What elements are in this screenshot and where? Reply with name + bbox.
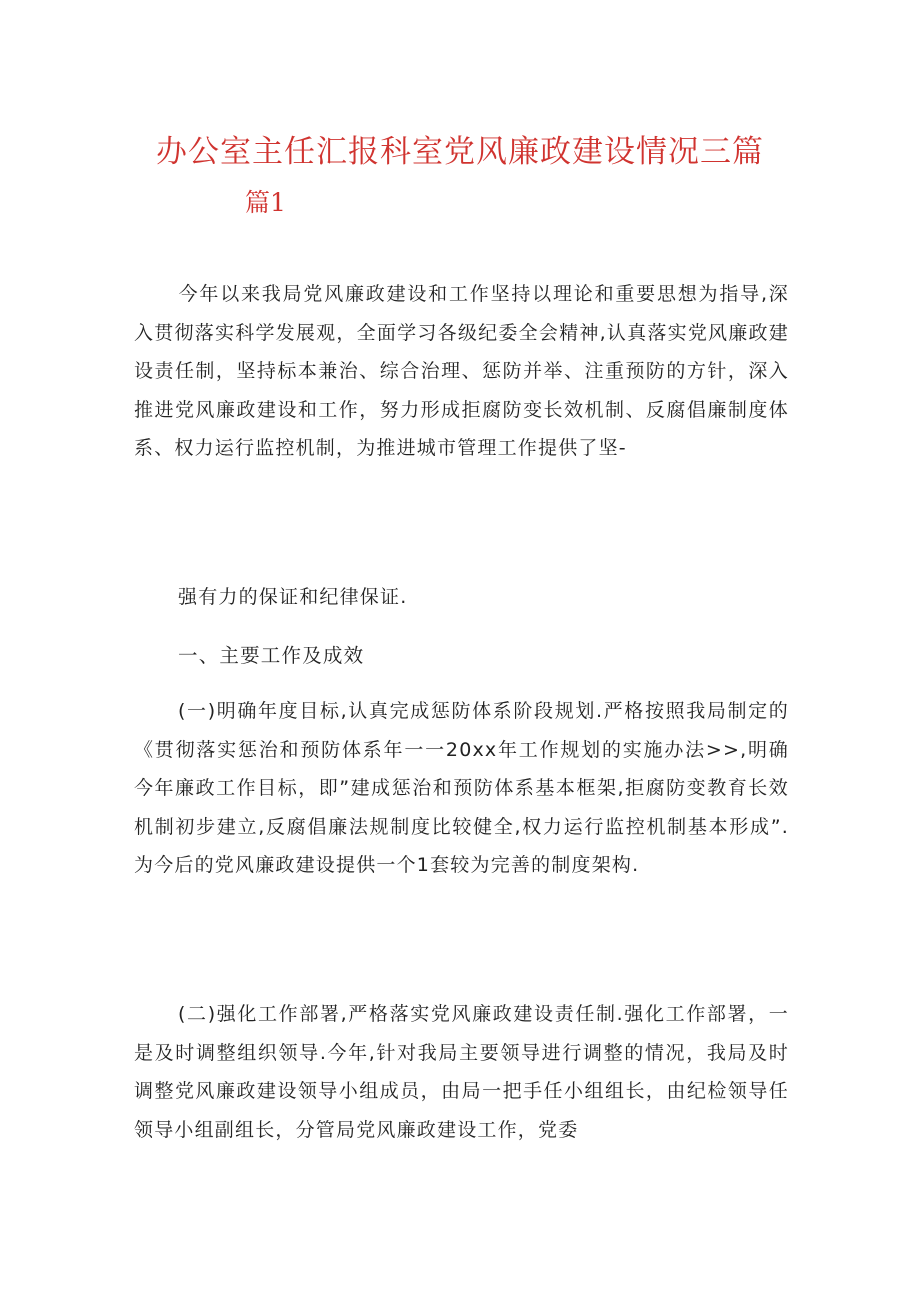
paragraph-intro (134, 275, 789, 468)
paragraph-item-1-text: (一)明确年度目标,认真完成惩防体系阶段规划.严格按照我局制定的《贯彻落实惩治和预防体系年一一20xx年工作规划的实施办法>>,明确今年廉政工作目标，即”建成惩治和预防体系基本框架,拒腐防变教育长效机制初步建立,反腐倡廉法规制度比较健全,权力运行监控机制基本形成”.为今后的党风廉政建设提供一个1套较为完善的制度架构. (134, 700, 789, 876)
document-title: 办公室主任汇报科室党风廉政建设情况三篇 (156, 134, 764, 170)
paragraph-continuation-text: 强有力的保证和纪律保证. (178, 586, 408, 608)
paragraph-continuation (134, 578, 789, 617)
heading-main-work: 一、主要工作及成效 (178, 644, 365, 667)
section-label: 篇1 (245, 188, 286, 217)
paragraph-item-2 (134, 995, 789, 1149)
paragraph-item-1 (134, 692, 789, 885)
paragraph-item-2-text: (二)强化工作部署,严格落实党风廉政建设责任制.强化工作部署，一是及时调整组织领导.今年,针对我局主要领导进行调整的情况，我局及时调整党风廉政建设领导小组成员，由局一把手任小组组长，由纪检领导任领导小组副组长，分管局党风廉政建设工作，党委 (134, 1003, 789, 1141)
paragraph-intro-text: 今年以来我局党风廉政建设和工作坚持以理论和重要思想为指导,深入贯彻落实科学发展观，全面学习各级纪委全会精神,认真落实党风廉政建设责任制，坚持标本兼治、综合治理、惩防并举、注重预防的方针，深入推进党风廉政建设和工作，努力形成拒腐防变长效机制、反腐倡廉制度体系、权力运行监控机制，为推进城市管理工作提供了坚- (134, 283, 789, 459)
